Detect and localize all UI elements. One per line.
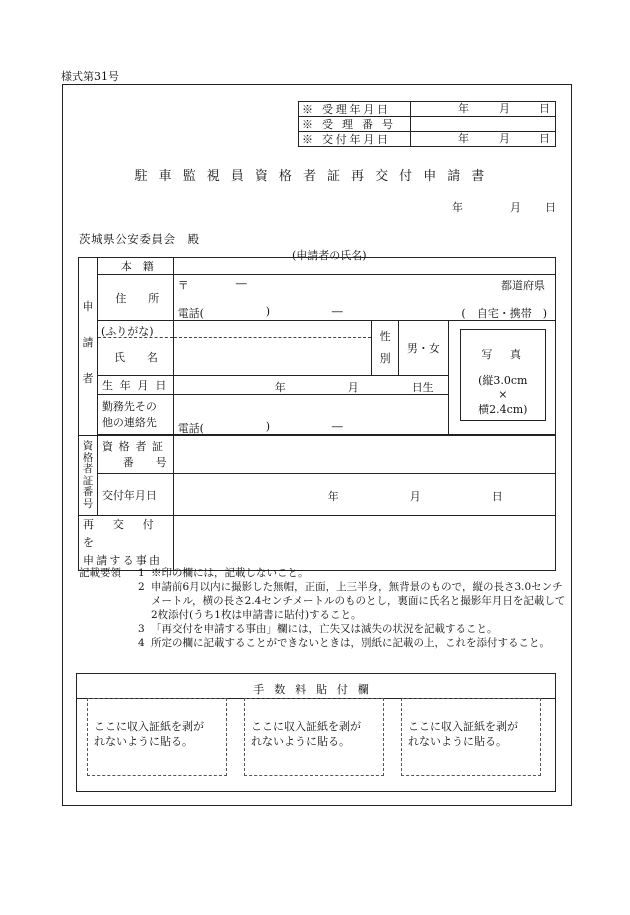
- reception-row-received-date: [299, 102, 556, 117]
- reception-row-issue-date: [299, 132, 556, 147]
- instructions: [79, 566, 569, 650]
- birth-label: 生 年 月 日: [97, 376, 173, 395]
- certificate-number-field[interactable]: [173, 436, 555, 474]
- birth-date-field[interactable]: 年 月 日生: [173, 376, 448, 395]
- photo-box[interactable]: 写 真 (縦3.0cm × 横2.4cm): [460, 329, 546, 421]
- fee-stamp-area: [76, 673, 556, 792]
- addressee: 茨城県公安委員会 殿: [79, 232, 200, 246]
- address-label: 住 所: [97, 275, 173, 321]
- applicant-section-label: 申 請 者: [79, 258, 98, 436]
- name-field[interactable]: [173, 321, 371, 376]
- certificate-number-label: 資 格 者 証 番 号: [97, 436, 173, 474]
- certificate-section-label: 資 格 者 証 番 号: [79, 436, 98, 516]
- issue-date-field[interactable]: 年 月 日: [173, 474, 555, 516]
- reason-label: 再 交 付 を 申請する事由: [79, 516, 174, 571]
- furigana-label: (ふりがな): [100, 325, 154, 338]
- photo-cell: [448, 321, 555, 435]
- stamp-slot-1[interactable]: ここに収入証紙を剥が れないように貼る。: [87, 698, 227, 776]
- reception-value[interactable]: [411, 117, 556, 132]
- sex-options[interactable]: 男・女: [399, 321, 449, 376]
- phone-type-options[interactable]: ( 自宅・携帯 ): [461, 307, 547, 320]
- fee-stamp-title: 手数料貼付欄: [253, 683, 379, 696]
- name-label-cell: [97, 321, 173, 376]
- name-label: 氏 名: [113, 351, 158, 364]
- instruction-item: 1 ※印の欄には，記載しないこと。: [138, 567, 309, 579]
- page-title: 駐車監視員資格者証再交付申請書: [134, 169, 496, 184]
- stamp-slot-2[interactable]: ここに収入証紙を剥が れないように貼る。: [244, 698, 384, 776]
- reason-field[interactable]: [173, 516, 555, 571]
- instruction-item: 3 「再交付を申請する事由」欄には，亡失又は滅失の状況を記載すること。: [138, 623, 498, 635]
- domicile-label: 本 籍: [97, 258, 173, 275]
- work-contact-label: 勤務先その 他の連絡先: [97, 395, 173, 435]
- prefecture-label: 都道府県: [501, 279, 545, 292]
- postal-mark-icon: 〒: [177, 279, 189, 292]
- issue-date-label: 交付年月日: [97, 474, 173, 516]
- reception-label: ※ 受 理 番 号: [299, 117, 411, 132]
- address-field[interactable]: 〒 ― 都道府県 電話( ) ― ( 自宅・携帯 ): [173, 275, 555, 321]
- reception-value[interactable]: 年 月 日: [411, 132, 556, 147]
- domicile-field[interactable]: [173, 258, 555, 275]
- reception-row-number: [299, 117, 556, 132]
- phone-label: 電話(: [177, 422, 204, 435]
- sex-label: 性 別: [372, 321, 399, 376]
- work-contact-field[interactable]: 電話( ) ―: [173, 395, 448, 435]
- reception-box: [298, 101, 556, 147]
- applicant-name-label: (申請者の氏名): [292, 249, 367, 262]
- reception-label: ※ 交付年月日: [299, 132, 411, 147]
- reception-value[interactable]: 年 月 日: [411, 102, 556, 117]
- reception-label: ※ 受理年月日: [299, 102, 411, 117]
- phone-label: 電話(: [177, 307, 204, 320]
- instruction-item: 4 所定の欄に記載することができないときは，別紙に記載の上，これを添付すること。: [138, 637, 550, 649]
- instruction-item: 2 申請前6月以内に撮影した無帽，正面，上三半身，無背景のもので，縦の長さ3.0センチメートル，横の長さ2.4センチメートルのものとし，裏面に氏名と撮影年月日を記載して2枚添付(うち1枚は申請書に貼付)すること。: [138, 581, 566, 621]
- form-number: 様式第31号: [61, 70, 119, 83]
- stamp-slot-3[interactable]: ここに収入証紙を剥が れないように貼る。: [401, 698, 541, 776]
- instructions-heading: 記載要領: [79, 567, 121, 579]
- application-table: [78, 257, 556, 571]
